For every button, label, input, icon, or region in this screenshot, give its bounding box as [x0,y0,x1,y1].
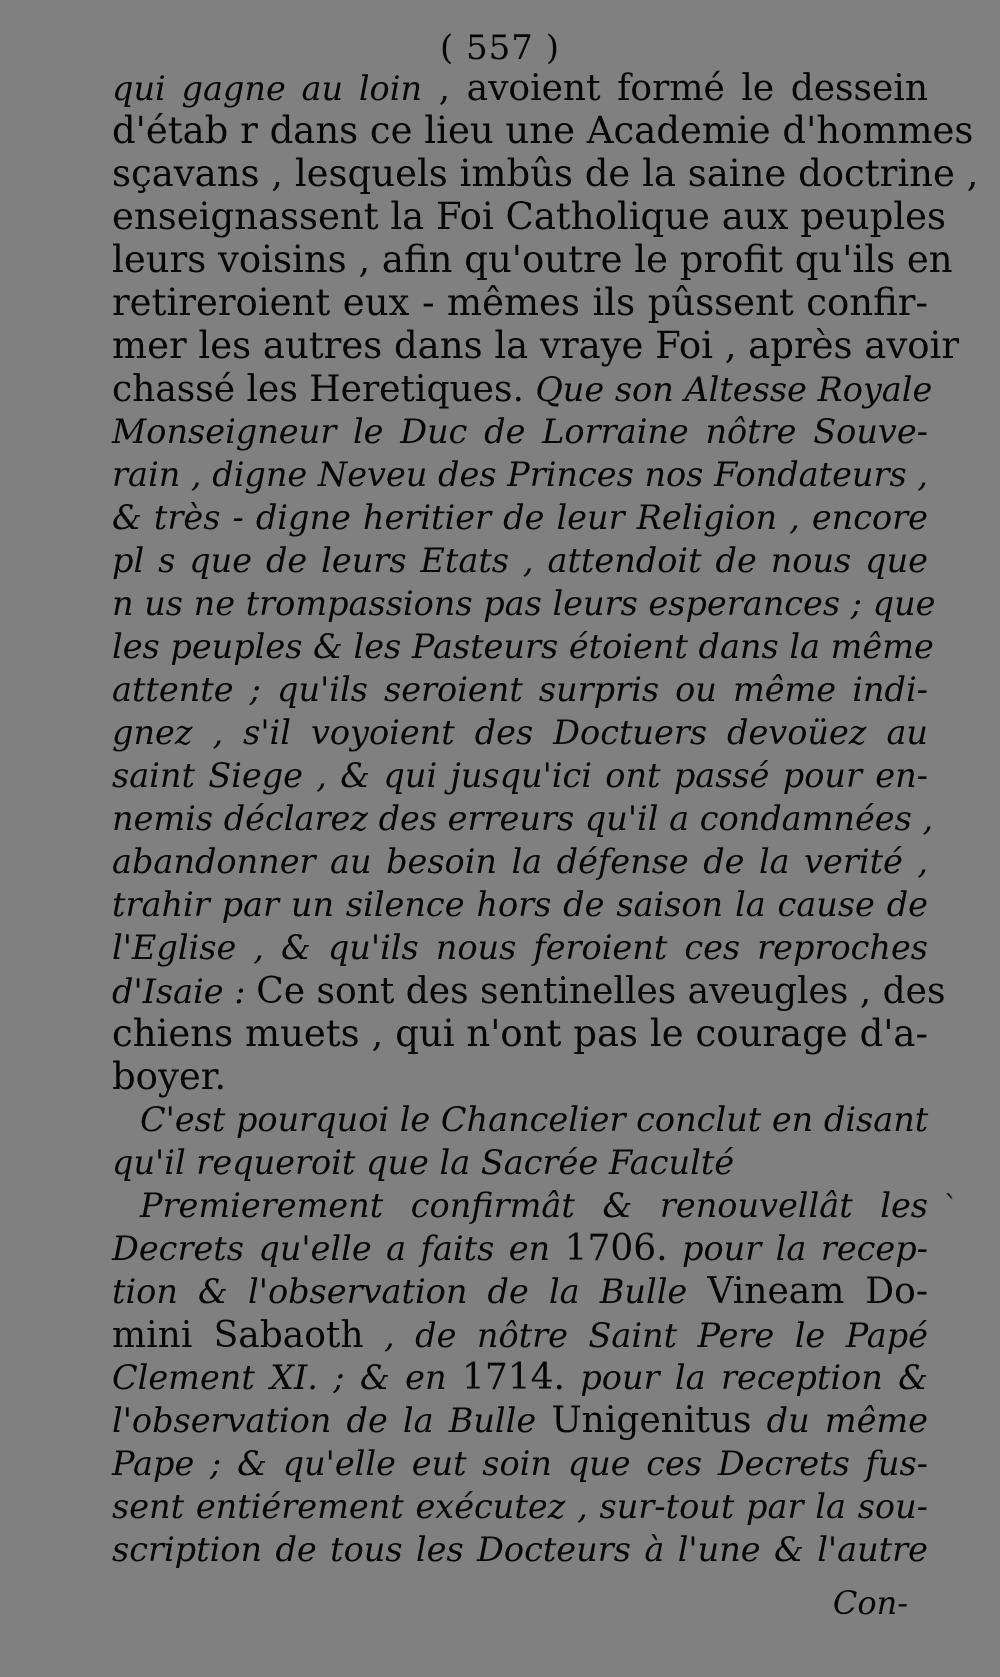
italic-phrase: Decrets qu'elle a faits en [112,1229,565,1268]
text-line: scription de tous les Docteurs à l'une & l'autre [112,1530,928,1569]
text-line: n us ne trompassions pas leurs esperances ; que [112,584,936,623]
roman-phrase: 1714. [461,1357,565,1398]
italic-phrase: Clement XI. ; & en [112,1358,462,1397]
text-line: d'étab r dans ce lieu une Academie d'hommes [112,109,974,152]
text-line: mer les autres dans la vraye Foi , après avoir [112,324,960,367]
text-line: les peuples & les Pasteurs étoient dans la même [112,627,934,666]
catchword: Con- [832,1584,908,1622]
text-line: Pape ; & qu'elle eut soin que ces Decrets fus- [112,1444,928,1483]
italic-phrase: pour la recep- [667,1229,928,1268]
roman-phrase: Ce sont des sentinelles aveugles , des [256,971,946,1012]
text-line [112,1399,928,1442]
text-line [112,367,933,410]
text-line: leurs voisins , afin qu'outre le profit qu'ils en [112,238,953,281]
text-line: trahir par un silence hors de saison la cause de [112,885,928,924]
text-line: qu'il requeroit que la Sacrée Faculté [112,1143,735,1182]
roman-phrase: , avoient formé le dessein [422,68,929,109]
text-line: retireroient eux - mêmes ils pûssent confir- [112,281,928,324]
text-line: chiens muets , qui n'ont pas le courage d'a- [112,1012,928,1055]
text-line: sçavans , lesquels imbûs de la saine doctrine , [112,152,979,195]
text-line: gnez , s'il voyoient des Doctuers devoüez au [112,713,928,752]
text-line: abandonner au besoin la défense de la verité , [112,842,928,881]
italic-phrase: Que son Altesse Royale [535,370,933,409]
roman-phrase: Vineam Do- [707,1271,928,1312]
italic-phrase: l'observation de la Bulle [112,1401,552,1440]
text-line: attente ; qu'ils seroient surpris ou même indi- [112,670,928,709]
body-text [112,66,979,1571]
roman-phrase: 1706. [564,1228,668,1269]
text-line: enseignassent la Foi Catholique aux peuples [112,195,947,238]
text-line: Monseigneur le Duc de Lorraine nôtre Souve- [112,412,928,451]
page-number: ( 557 ) [439,28,561,68]
roman-phrase: chassé les Heretiques. [112,369,536,410]
italic-phrase: du même [751,1401,928,1440]
text-line: sent entiérement exécutez , sur-tout par la sou- [112,1487,928,1526]
text-line: pl s que de leurs Etats , attendoit de nous que [112,541,928,580]
italic-phrase: d'Isaie : [112,972,257,1011]
italic-phrase: qui gagne au loin [112,69,423,108]
text-line [112,1227,928,1270]
text-line: C'est pourquoi le Chancelier conclut en disant [140,1100,929,1139]
text-line [112,1313,928,1356]
text-line [112,1356,928,1399]
text-line [112,1270,928,1313]
italic-phrase: tion & l'observation de la Bulle [112,1272,708,1311]
margin-mark: ` [944,1190,958,1223]
text-line: l'Eglise , & qu'ils nous feroient ces reproches [112,928,928,967]
italic-phrase: pour la reception & [564,1358,928,1397]
roman-phrase: Unigenitus [551,1400,752,1441]
text-line: & très - digne heritier de leur Religion , encore [112,498,928,537]
text-line: rain , digne Neveu des Princes nos Fondateurs , [112,455,928,494]
text-line: nemis déclarez des erreurs qu'il a condamnées , [112,799,934,838]
text-line [112,66,928,109]
italic-phrase: , de nôtre Saint Pere le Papé [363,1316,928,1355]
text-line: Premierement confirmât & renouvellât les [140,1186,928,1225]
text-line: boyer. [112,1055,227,1098]
text-line [112,969,946,1012]
roman-phrase: mini Sabaoth [112,1315,364,1356]
text-line: saint Siege , & qui jusqu'ici ont passé pour en- [112,756,928,795]
